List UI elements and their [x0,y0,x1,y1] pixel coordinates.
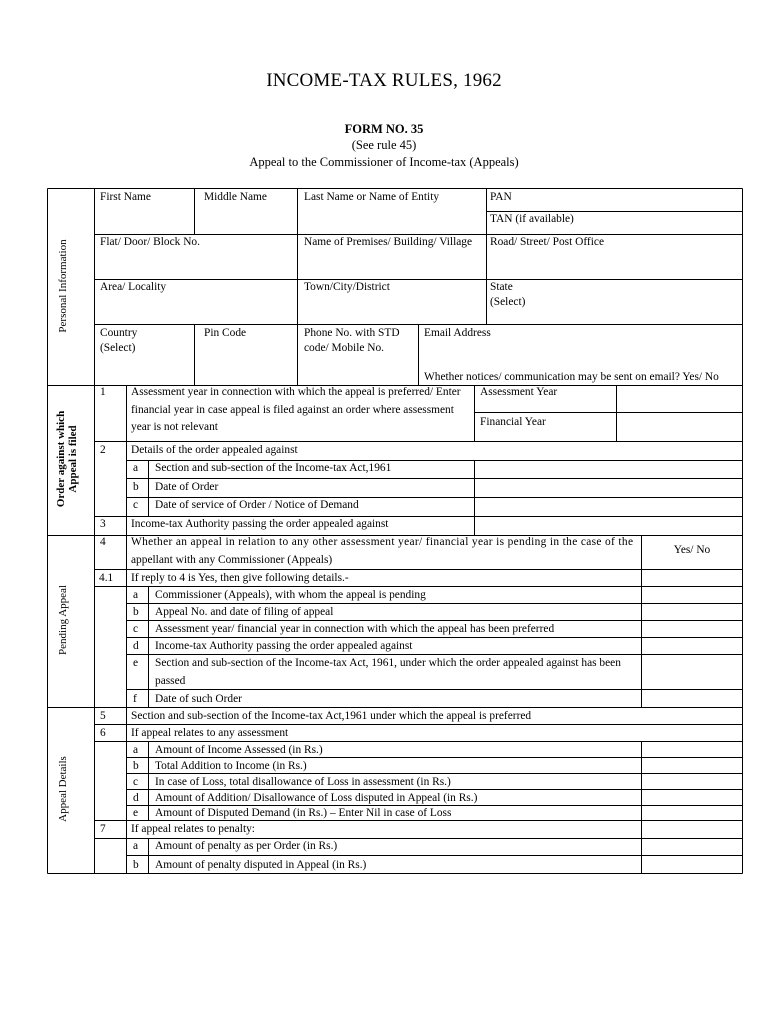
item-number: 1 [100,386,106,398]
sub-item-letter: b [133,481,139,493]
question-commissioner: Commissioner (Appeals), with whom the appeal is pending [155,589,426,601]
page-title: INCOME-TAX RULES, 1962 [266,70,502,91]
field-last-name[interactable]: Last Name or Name of Entity [304,191,440,203]
form-number: FORM NO. 35 [344,122,424,136]
question-disputed-demand: Amount of Disputed Demand (in Rs.) – Enter Nil in case of Loss [155,807,452,819]
question-assessment-year: Assessment year in connection with which the appeal is preferred/ Enter [131,386,461,398]
sub-item-letter: b [133,606,139,618]
question-addition-disputed: Amount of Addition/ Disallowance of Loss disputed in Appeal (in Rs.) [155,792,478,804]
sub-item-letter: b [133,859,139,871]
rule-reference: (See rule 45) [351,138,417,152]
question-pending-section: Section and sub-section of the Income-tax Act, 1961, under which the order appealed against has been [155,657,621,669]
sub-item-letter: f [133,693,137,705]
sub-item-letter: d [133,792,139,804]
field-town[interactable]: Town/City/District [304,281,390,293]
question-pending-appeal: Whether an appeal in relation to any other assessment year/ financial year is pending in the case of the [131,536,633,548]
field-area[interactable]: Area/ Locality [100,281,167,293]
section-appeal-details: Appeal Details [57,756,69,822]
field-country[interactable]: Country [100,327,138,339]
field-tan[interactable]: TAN (if available) [490,213,574,225]
field-first-name[interactable]: First Name [100,191,151,203]
question-pending-year: Assessment year/ financial year in connection with which the appeal has been preferred [155,623,555,635]
item-number: 2 [100,444,106,456]
section-order-against-line2: Appeal is filed [67,425,79,493]
sub-item-letter: c [133,499,139,511]
question-date-of-service: Date of service of Order / Notice of Demand [155,499,359,511]
field-premises[interactable]: Name of Premises/ Building/ Village [304,236,473,248]
section-personal-information: Personal Information [57,239,69,333]
item-number: 3 [100,518,106,530]
question-pending-authority: Income-tax Authority passing the order appealed against [155,640,413,652]
country-select[interactable]: (Select) [100,342,136,354]
form-subtitle: Appeal to the Commissioner of Income-tax (Appeals) [249,155,519,169]
item-number: 7 [100,823,106,835]
field-phone[interactable]: Phone No. with STD [304,327,400,339]
sub-item-letter: a [133,589,139,601]
question-pending-section-line2: passed [155,675,186,687]
question-date-of-such-order: Date of such Order [155,693,242,705]
question-income-assessed: Amount of Income Assessed (in Rs.) [155,744,323,756]
question-order-details: Details of the order appealed against [131,444,298,456]
sub-item-letter: c [133,776,139,788]
sub-item-letter: a [133,744,139,756]
field-pan[interactable]: PAN [490,191,512,203]
label-assessment-year: Assessment Year [480,386,558,398]
sub-item-letter: a [133,840,139,852]
item-number: 4 [100,536,106,548]
sub-item-letter: a [133,462,139,474]
email-notice-option[interactable]: Whether notices/ communication may be sent on email? Yes/ No [424,371,719,383]
section-pending-appeal: Pending Appeal [57,585,69,655]
field-phone-line2: code/ Mobile No. [304,342,385,354]
question-assessment-year-line2: financial year in case appeal is filed against an order where assessment [131,404,454,416]
sub-item-letter: e [133,657,139,669]
sub-item-letter: e [133,807,139,819]
state-select[interactable]: (Select) [490,296,526,308]
question-section: Section and sub-section of the Income-tax Act,1961 [155,462,392,474]
yes-no-option[interactable]: Yes/ No [673,544,711,556]
field-road[interactable]: Road/ Street/ Post Office [490,236,604,248]
field-flat[interactable]: Flat/ Door/ Block No. [100,236,200,248]
question-pending-appeal-line2: appellant with any Commissioner (Appeals) [131,554,333,566]
question-appeal-section: Section and sub-section of the Income-tax Act,1961 under which the appeal is preferred [131,710,532,722]
section-order-against: Order against which [55,410,67,508]
item-number: 6 [100,727,106,739]
item-number: 5 [100,710,106,722]
item-number: 4.1 [99,572,114,584]
field-state[interactable]: State [490,281,513,293]
question-penalty: If appeal relates to penalty: [131,823,255,835]
sub-item-letter: d [133,640,139,652]
question-penalty-amount: Amount of penalty as per Order (in Rs.) [155,840,338,852]
field-middle-name[interactable]: Middle Name [204,191,267,203]
sub-item-letter: c [133,623,139,635]
question-total-addition: Total Addition to Income (in Rs.) [155,760,307,772]
question-assessment-year-line3: year is not relevant [131,421,218,433]
question-loss-disallowance: In case of Loss, total disallowance of Loss in assessment (in Rs.) [155,776,451,788]
question-authority: Income-tax Authority passing the order appealed against [131,518,389,530]
sub-item-letter: b [133,760,139,772]
question-appeal-number: Appeal No. and date of filing of appeal [155,606,334,618]
question-assessment-appeal: If appeal relates to any assessment [131,727,289,739]
field-pin-code[interactable]: Pin Code [204,327,247,339]
field-email[interactable]: Email Address [424,327,491,339]
question-date-of-order: Date of Order [155,481,219,493]
question-pending-details: If reply to 4 is Yes, then give following details.- [131,572,349,584]
question-penalty-disputed: Amount of penalty disputed in Appeal (in Rs.) [155,859,367,871]
label-financial-year: Financial Year [480,416,546,428]
